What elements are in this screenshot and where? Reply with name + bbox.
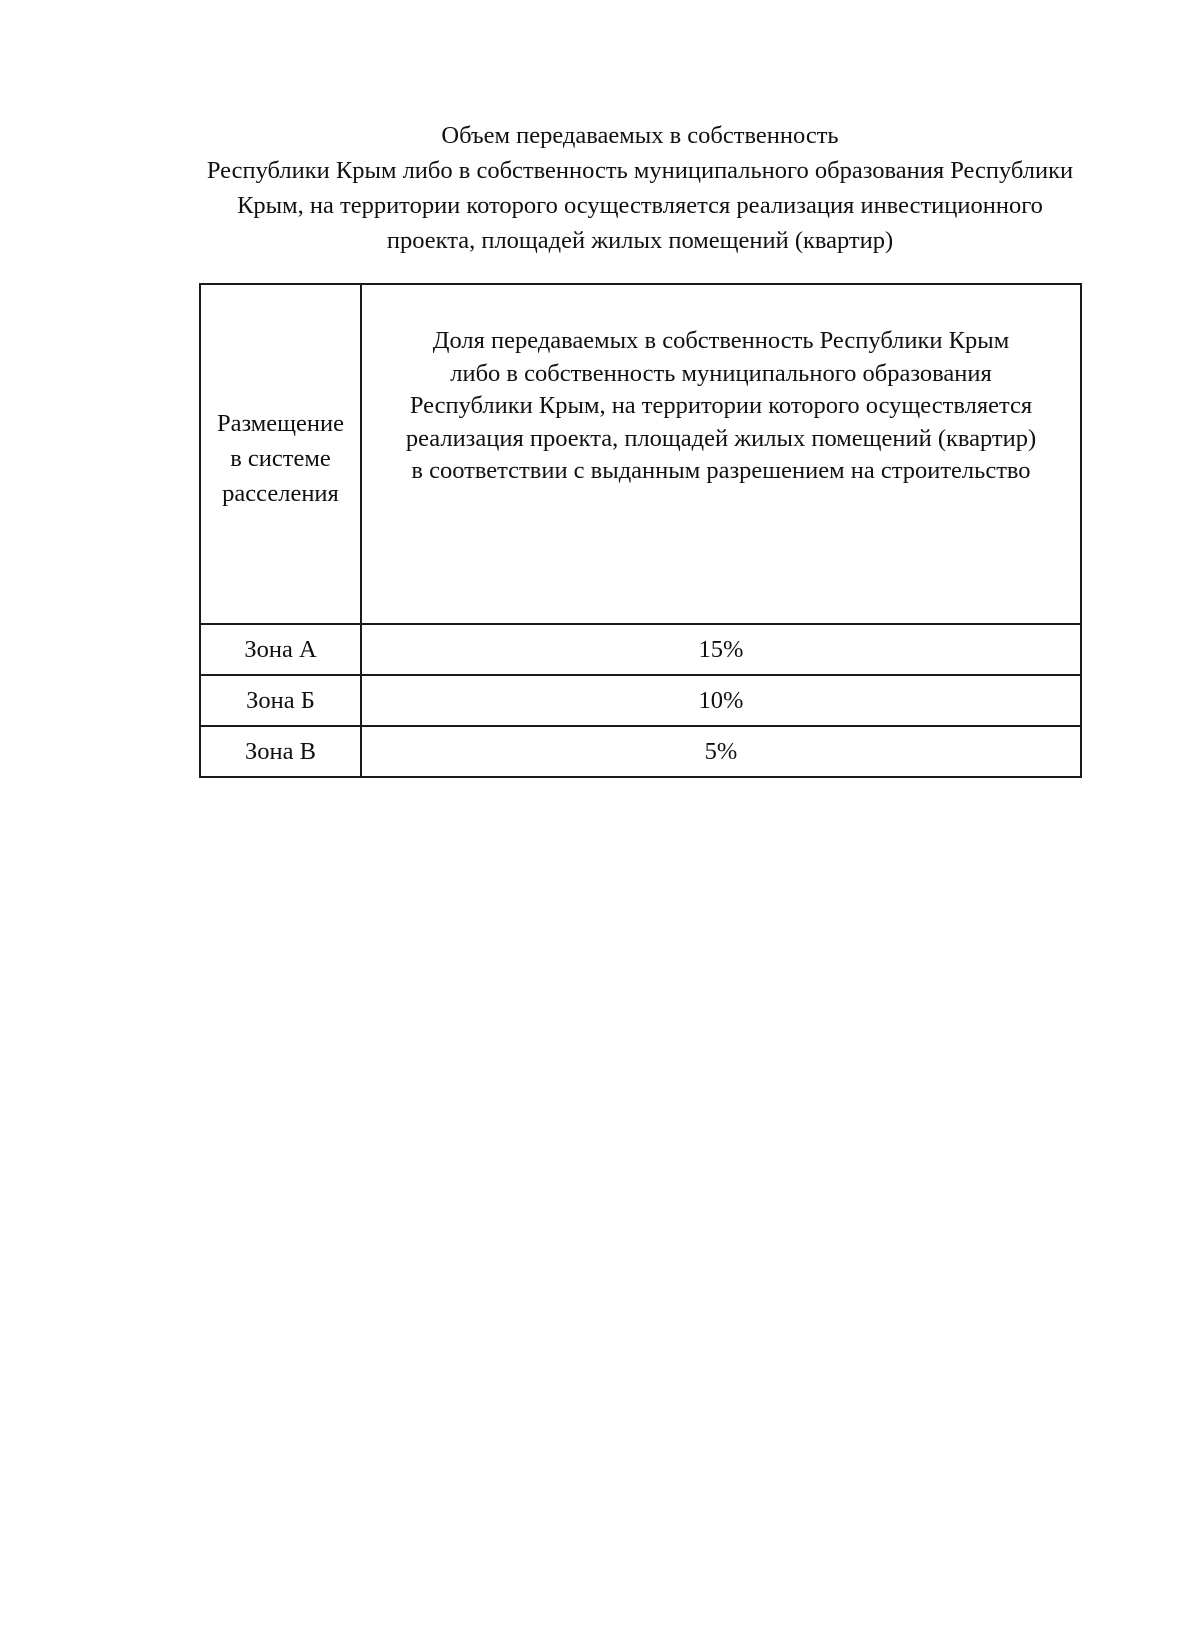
zone-cell: Зона Б (200, 675, 361, 726)
header-placement-line: в системе (230, 444, 331, 472)
header-share-line: Республики Крым, на территории которого осуществляется (409, 392, 1033, 419)
table-row (200, 675, 1081, 726)
zone-cell: Зона В (200, 726, 361, 777)
share-cell: 5% (361, 726, 1081, 777)
zone-share-table (199, 283, 1082, 778)
table-row (200, 624, 1081, 675)
header-share-line: Доля передаваемых в собственность Республики Крым (432, 327, 1010, 354)
header-share-line: реализация проекта, площадей жилых помещений (квартир) (405, 424, 1037, 452)
title-line: проекта, площадей жилых помещений (квартир) (386, 227, 894, 254)
header-share (361, 284, 1081, 624)
header-share-line: либо в собственность муниципального образования (450, 359, 992, 387)
table-row (200, 726, 1081, 777)
share-cell: 10% (361, 675, 1081, 726)
zone-cell: Зона А (200, 624, 361, 675)
share-cell: 15% (361, 624, 1081, 675)
header-share-line: в соответствии с выданным разрешением на строительство (411, 457, 1031, 484)
title-line: Объем передаваемых в собственность (441, 122, 839, 149)
document-title (140, 118, 1140, 258)
header-placement-line: Размещение (216, 409, 345, 437)
title-line: Крым, на территории которого осуществляется реализация инвестиционного (237, 192, 1043, 219)
header-placement (200, 284, 361, 624)
title-line: Республики Крым либо в собственность муниципального образования Республики (206, 157, 1074, 184)
table-header-row (200, 284, 1081, 624)
header-placement-line: расселения (222, 479, 339, 507)
